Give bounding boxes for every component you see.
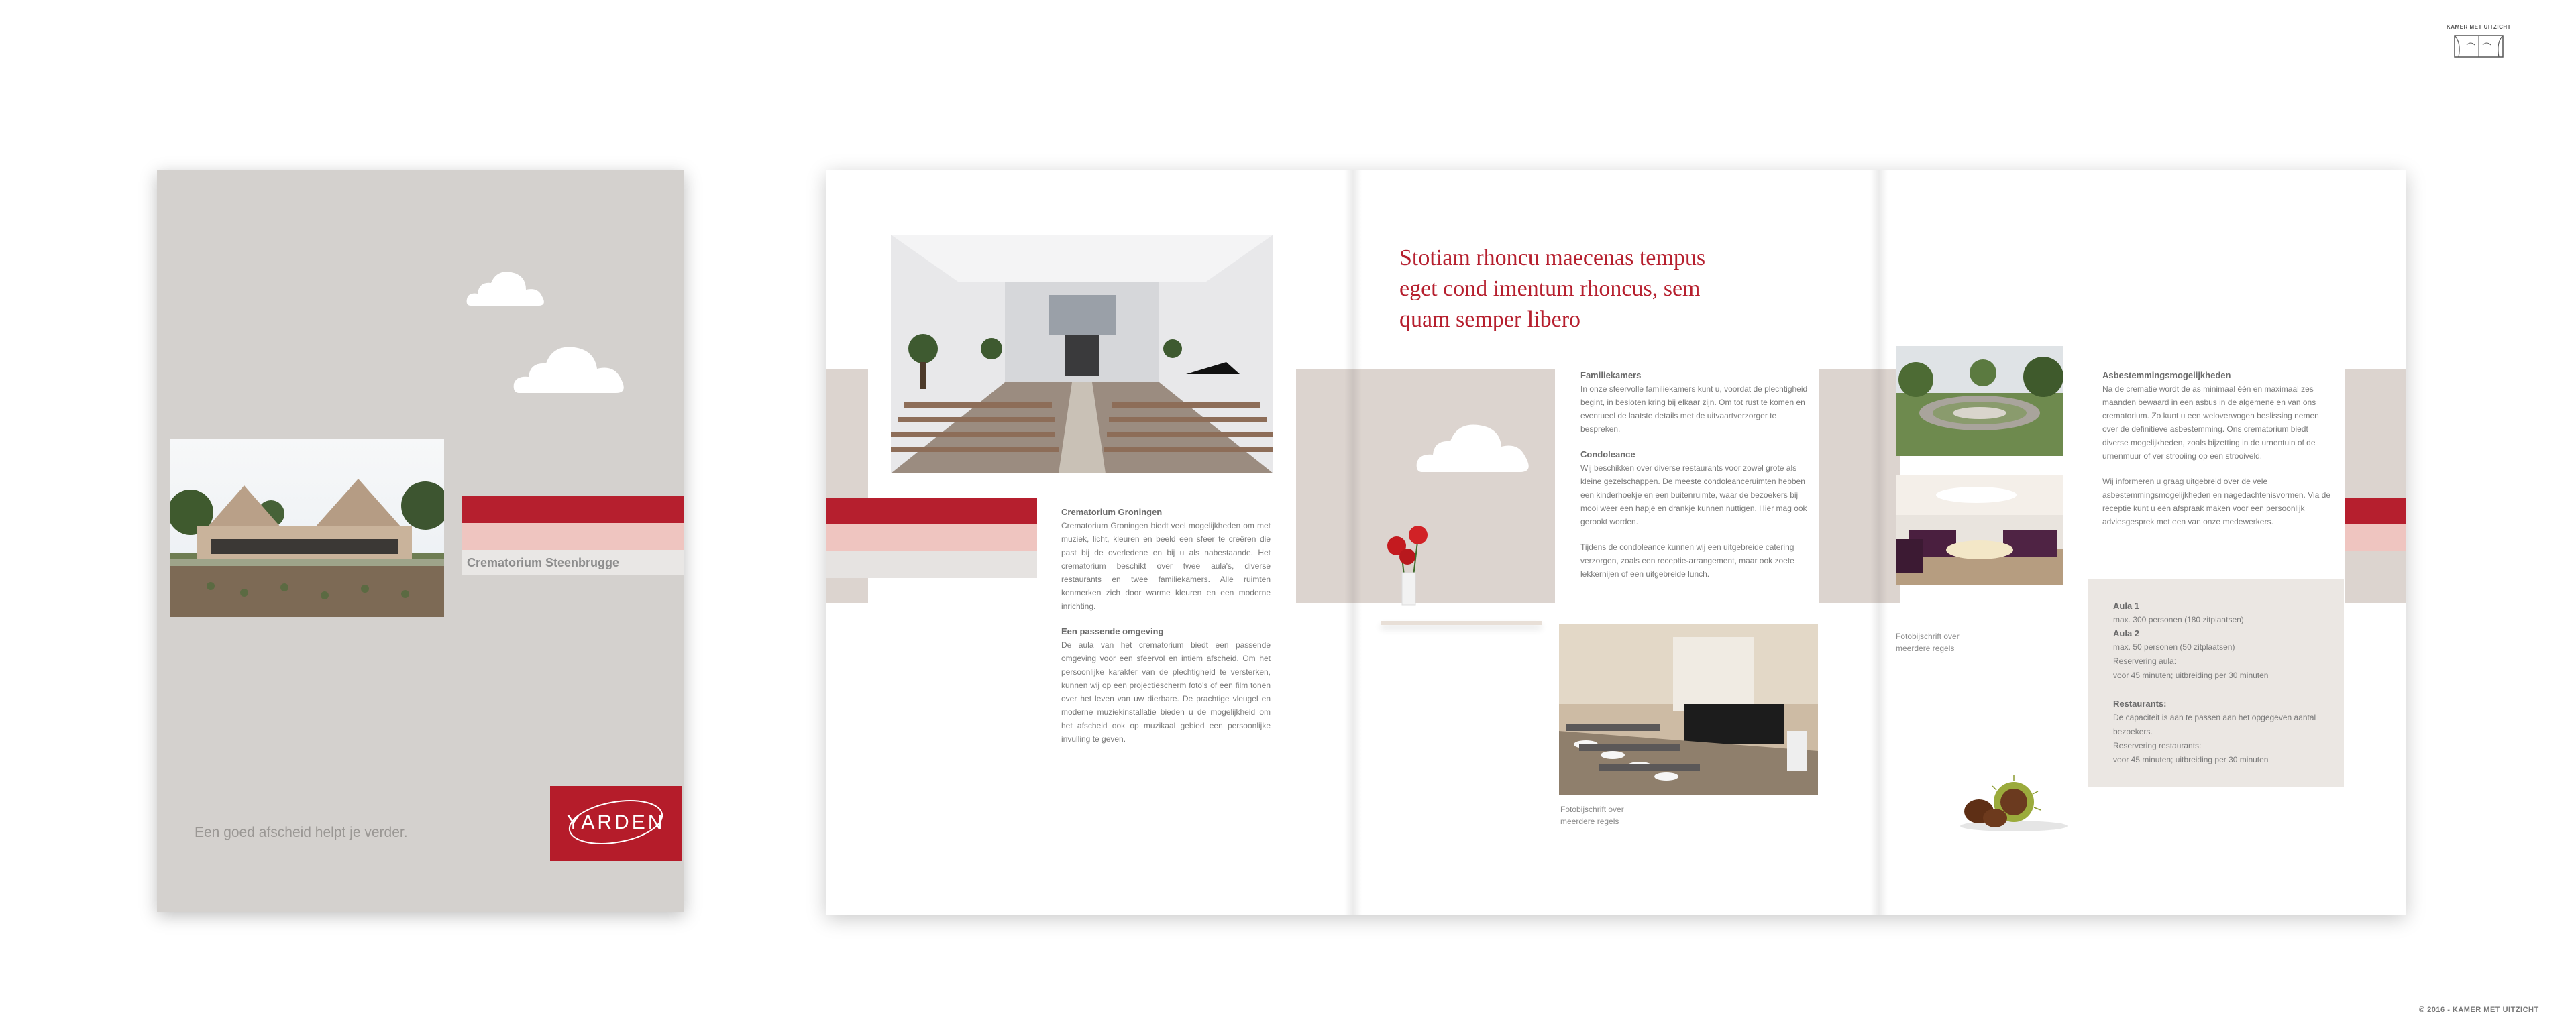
info-line: Reservering aula:: [2113, 656, 2177, 666]
left-page-text: [1061, 506, 1271, 758]
section-title: Een passende omgeving: [1061, 626, 1164, 636]
poppy-vase-illustration: [1377, 519, 1457, 606]
brochure-cover: [157, 170, 684, 912]
info-line: Reservering restaurants:: [2113, 741, 2202, 750]
photo-caption: Fotobijschrift over meerdere regels: [1896, 632, 1960, 653]
auditorium-photo: [891, 235, 1273, 473]
lounge-photo: [1896, 475, 2063, 585]
section-body: In onze sfeervolle familiekamers kunt u, voordat de plechtigheid begint, in besloten kring bij elkaar zijn. Om tot rust te komen en eventueel de laatste details met de uitvaartverzorger te bespreken.: [1580, 384, 1808, 434]
section-body: Wij informeren u graag uitgebreid over de vele asbestemmingsmogelijkheden en nagedachtenisvormen. Via de receptie kunt u een afspraak maken voor een persoonlijk adviesgesprek met een van onze medewerkers.: [2102, 477, 2330, 526]
page-fold: [1870, 170, 1888, 915]
crematorium-exterior-photo: [170, 439, 444, 617]
yarden-logo-text: YARDEN: [566, 811, 665, 833]
cover-slogan: Een goed afscheid helpt je verder.: [195, 825, 408, 840]
far-right-gray-band: [2345, 369, 2406, 603]
section-body: Crematorium Groningen biedt veel mogelijkheden om met muziek, licht, kleuren en beeld een sfeer te creëren die past bij de overledene en bij u als nabestaande. Het crematorium beschikt over twee aula's, diverse restaurants en twee familiekamers. Alle ruimten kenmerken zich door warme kleuren en een moderne inrichting.: [1061, 521, 1271, 611]
red-band: [826, 498, 1037, 524]
info-title: Aula 2: [2113, 628, 2140, 638]
cover-location-label: Crematorium Steenbrugge: [462, 550, 684, 575]
info-line: voor 45 minuten; uitbreiding per 30 minuten: [2113, 671, 2269, 680]
pink-band: [826, 524, 1037, 551]
yarden-logo: [550, 786, 682, 861]
right-gray-band: [1819, 369, 1900, 603]
info-title: Restaurants:: [2113, 699, 2167, 709]
section-body: Tijdens de condoleance kunnen wij een uitgebreide catering verzorgen, zoals een receptie-arrangement, maar ook zoete lekkernijen of een uitgebreide lunch.: [1580, 542, 1794, 579]
pink-band: [462, 523, 684, 550]
red-band: [462, 496, 684, 523]
red-band: [2345, 498, 2406, 524]
footer-copyright: © 2016 - KAMER MET UITZICHT: [2419, 1006, 2539, 1014]
cloud-icon: [464, 268, 551, 308]
logo-text: KAMER MET UITZICHT: [2446, 24, 2512, 30]
section-title: Crematorium Groningen: [1061, 507, 1163, 517]
info-line: voor 45 minuten; uitbreiding per 30 minuten: [2113, 755, 2269, 764]
capacity-info-box: [2088, 579, 2344, 787]
section-body: De aula van het crematorium biedt een passende omgeving voor een sfeervol en intiem afscheid. Om het persoonlijke karakter van de plechtigheid te versterken, kunnen wij op een projectiescherm foto's of een film tonen over het leven van uw dierbare. De prachtige vleugel en moderne muziekinstallatie bieden u de mogelijkheid om het afscheid ook op muzikaal gebied een persoonlijke invulling te geven.: [1061, 640, 1271, 744]
cloud-icon: [1414, 418, 1539, 475]
window-curtain-logo-icon: [2452, 33, 2506, 60]
right-page-text: [2102, 369, 2330, 540]
section-title: Condoleance: [1580, 449, 1635, 459]
brochure-spread: [826, 170, 2406, 915]
light-band: [826, 551, 1037, 578]
page-fold: [1344, 170, 1362, 915]
condolence-room-photo: [1559, 624, 1818, 795]
spread-headline: Stotiam rhoncu maecenas tempus eget cond imentum rhoncus, sem quam semper libero: [1399, 245, 1706, 332]
shelf: [1381, 621, 1542, 625]
chestnut-illustration: [1940, 774, 2074, 834]
info-line: De capaciteit is aan te passen aan het opgegeven aantal bezoekers.: [2113, 713, 2316, 736]
info-line: max. 50 personen (50 zitplaatsen): [2113, 642, 2235, 652]
pink-band: [2345, 524, 2406, 551]
urn-garden-photo: [1896, 346, 2063, 456]
section-body: Wij beschikken over diverse restaurants voor zowel grote als kleine gezelschappen. De meeste condoleanceruimten hebben een kinderhoekje en een buitenruimte, waar de bezoekers bij mooi weer een hapje en drankje kunnen nuttigen. Hier mag ook gerookt worden.: [1580, 463, 1807, 526]
cloud-icon: [511, 342, 635, 396]
info-title: Aula 1: [2113, 601, 2140, 611]
middle-page-text: [1580, 369, 1809, 593]
section-title: Familiekamers: [1580, 370, 1642, 380]
section-title: Asbestemmingsmogelijkheden: [2102, 370, 2231, 380]
info-box-text: [2113, 599, 2328, 767]
photo-caption: Fotobijschrift over meerdere regels: [1560, 805, 1624, 826]
kamer-met-uitzicht-logo: [2442, 24, 2516, 71]
section-body: Na de crematie wordt de as minimaal één en maximaal zes maanden bewaard in een asbus in de algemene en van ons crematorium. Zo kunt u een weloverwogen beslissing nemen over de definitieve asbestemming. Ons crematorium biedt diverse mogelijkheden, zoals bijzetting in de urnentuin of de urnenmuur of ver strooiing op een strooiveld.: [2102, 384, 2319, 461]
info-line: max. 300 personen (180 zitplaatsen): [2113, 615, 2244, 624]
